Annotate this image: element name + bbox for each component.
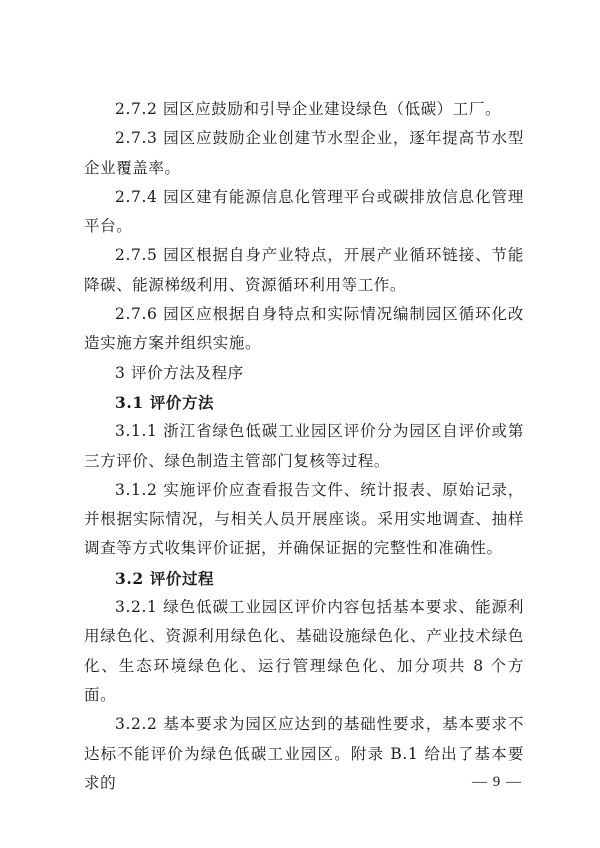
paragraph-3-2-2: 3.2.2 基本要求为园区应达到的基础性要求，基本要求不达标不能评价为绿色低碳工业园区。附录 B.1 给出了基本要求的 <box>84 715 524 792</box>
section-heading-3-1: 3.1 评价方法 <box>115 392 215 412</box>
paragraph-3-1-1: 3.1.1 浙江省绿色低碳工业园区评价分为园区自评价或第三方评价、绿色制造主管部门复核等过程。 <box>84 422 524 470</box>
paragraph-2-7-2: 2.7.2 园区应鼓励和引导企业建设绿色（低碳）工厂。 <box>115 100 502 118</box>
section-heading-3: 3 评价方法及程序 <box>115 363 244 382</box>
paragraph-2-7-6: 2.7.6 园区应根据自身特点和实际情况编制园区循环化改造实施方案并组织实施。 <box>84 305 524 353</box>
document-body <box>84 95 524 798</box>
paragraph-2-7-3: 2.7.3 园区应鼓励企业创建节水型企业，逐年提高节水型企业覆盖率。 <box>84 129 524 177</box>
page-number: — 9 — <box>472 774 522 790</box>
paragraph-3-1-2: 3.1.2 实施评价应查看报告文件、统计报表、原始记录，并根据实际情况，与相关人员开展座谈。采用实地调查、抽样调查等方式收集评价证据，并确保证据的完整性和准确性。 <box>84 480 524 558</box>
section-heading-3-2: 3.2 评价过程 <box>115 568 215 588</box>
paragraph-2-7-4: 2.7.4 园区建有能源信息化管理平台或碳排放信息化管理平台。 <box>84 187 524 236</box>
paragraph-3-2-1: 3.2.1 绿色低碳工业园区评价内容包括基本要求、能源利用绿色化、资源利用绿色化、基础设施绿色化、产业技术绿色化、生态环境绿色化、运行管理绿色化、加分项共 8 个方面。 <box>84 598 524 704</box>
paragraph-2-7-5: 2.7.5 园区根据自身产业特点，开展产业循环链接、节能降碳、能源梯级利用、资源循环利用等工作。 <box>84 246 524 294</box>
